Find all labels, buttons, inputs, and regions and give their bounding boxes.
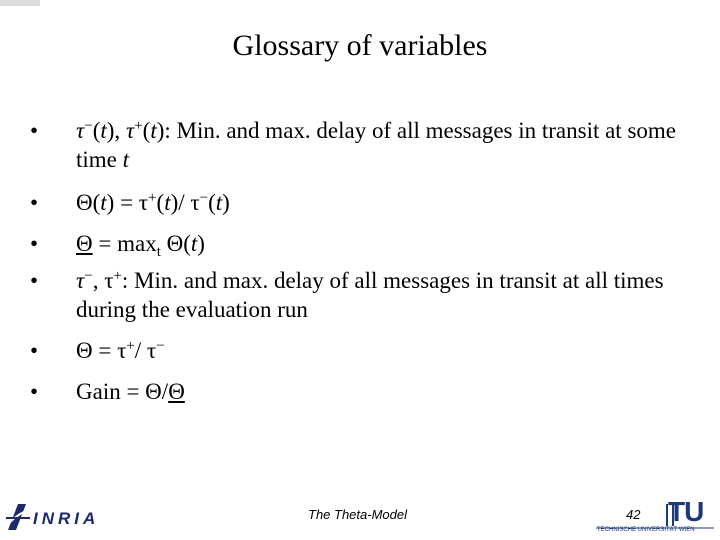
paren: ( (208, 190, 216, 215)
paren: ) (222, 190, 230, 215)
theta-underlined: Θ (168, 379, 185, 404)
bullet-marker: • (30, 231, 39, 256)
bullet-text: : Min. and max. delay of all messages in transit at all times during the evaluation run (76, 268, 664, 322)
bullet-theta-max (30, 229, 710, 258)
bullet-theta-ratio (30, 336, 710, 365)
plus-superscript: + (126, 338, 135, 354)
equation-text: = max (92, 231, 157, 256)
theta-text: Θ( (160, 231, 191, 256)
tu-logo-text: TU (668, 496, 704, 527)
equation-text: Gain = Θ/ (76, 379, 169, 404)
plus-superscript: + (148, 190, 157, 206)
corner-mark (0, 0, 40, 6)
bullet-tau-range (30, 116, 710, 174)
page-number: 42 (626, 507, 641, 522)
bullet-marker: • (30, 379, 39, 404)
tu-logo-subtext: TECHNISCHE UNIVERSITÄT WIEN (597, 527, 695, 533)
plus-superscript: + (134, 118, 143, 134)
bullet-marker: • (30, 268, 39, 293)
tau-symbol: τ (125, 118, 135, 143)
equation-text: Θ = τ (76, 338, 127, 363)
time-var: t (122, 147, 130, 172)
time-var: t (164, 190, 171, 215)
bullet-marker: • (30, 190, 39, 215)
paren: ( (156, 190, 165, 215)
footer-title: The Theta-Model (308, 507, 407, 522)
minus-superscript: − (84, 118, 93, 134)
bullet-marker: • (30, 118, 39, 143)
plus-superscript: + (113, 268, 122, 284)
tau-symbol: τ (76, 118, 85, 143)
time-var: t (150, 118, 157, 143)
bullet-gain (30, 377, 710, 406)
inria-logo-text: INRIA (33, 509, 100, 528)
bullet-theta-t (30, 188, 710, 217)
minus-superscript: − (199, 190, 209, 206)
theta-underlined: Θ (76, 231, 93, 256)
equation-text: , τ (92, 268, 114, 293)
theta-text: Θ( (76, 190, 101, 215)
paren: ) (197, 231, 205, 256)
equation-text: ) = τ (106, 190, 149, 215)
minus-superscript: − (156, 338, 165, 354)
tau-symbol: τ (76, 268, 85, 293)
time-var: t (215, 190, 223, 215)
paren: ( (92, 118, 101, 143)
bullet-text: ): Min. and max. delay of all messages in transit at some time (76, 118, 676, 172)
equation-text: / τ (134, 338, 157, 363)
time-var: t (100, 190, 107, 215)
bullet-list (30, 116, 710, 418)
equation-text: )/ τ (170, 190, 200, 215)
separator: ), (106, 118, 126, 143)
paren: ( (142, 118, 151, 143)
bullet-marker: • (30, 338, 39, 363)
bullet-tau-overall (30, 266, 710, 324)
time-var: t (190, 231, 198, 256)
time-var: t (100, 118, 107, 143)
slide-title: Glossary of variables (232, 29, 488, 62)
minus-superscript: − (84, 268, 93, 284)
t-subscript: t (156, 244, 161, 260)
